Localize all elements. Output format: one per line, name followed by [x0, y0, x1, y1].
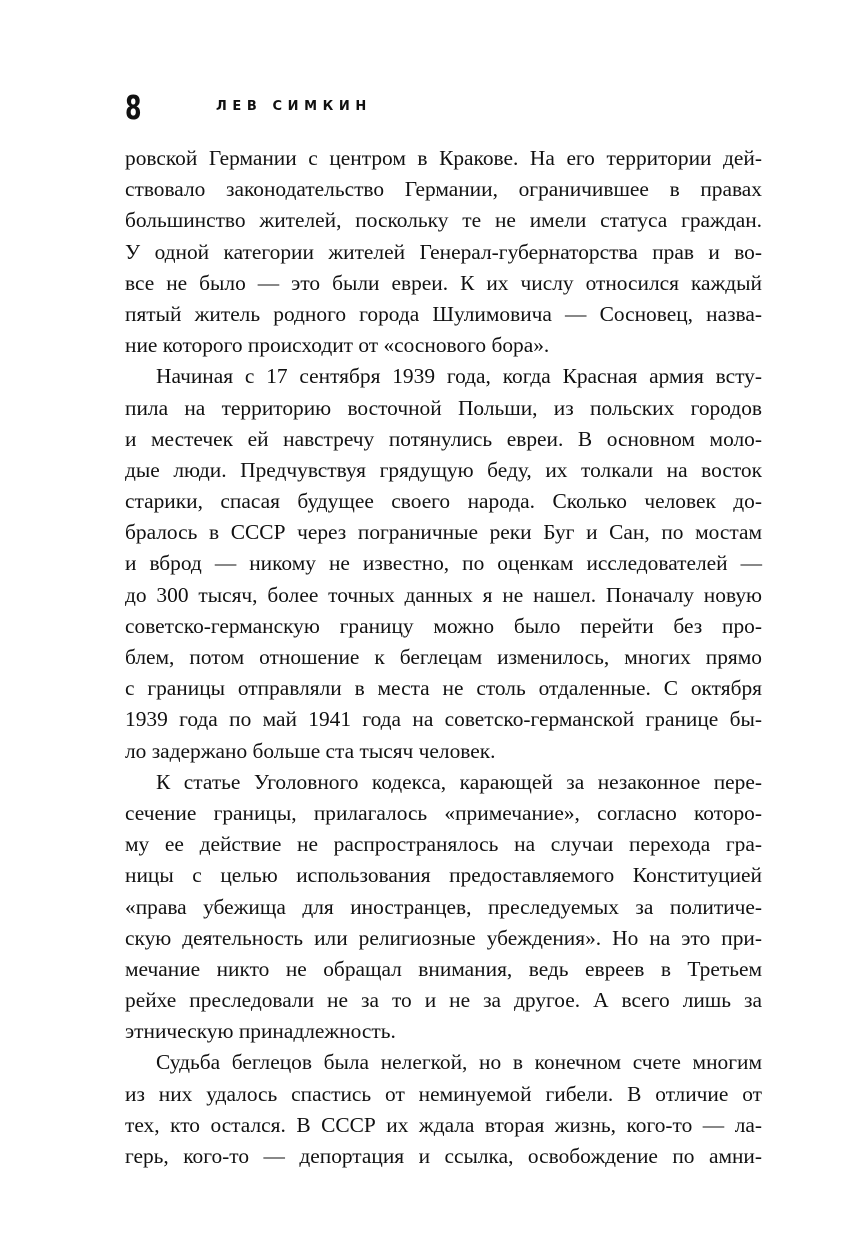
- text-line: ло задержано больше ста тысяч человек.: [125, 738, 496, 763]
- text-line: скую деятельность или религиозные убеждения». Но на это при-: [125, 925, 762, 950]
- paragraph: [125, 1047, 762, 1172]
- text-line: советско-германскую границу можно было перейти без про-: [125, 613, 762, 638]
- text-line: до 300 тысяч, более точных данных я не нашел. Поначалу новую: [125, 582, 762, 607]
- text-line: все не было — это были евреи. К их числу относился каждый: [125, 270, 762, 295]
- text-line: большинство жителей, поскольку те не имели статуса граждан.: [125, 208, 762, 233]
- page-number: 8: [125, 88, 141, 127]
- paragraph: [125, 143, 762, 361]
- text-line: сечение границы, прилагалось «примечание», согласно которо-: [125, 800, 762, 825]
- text-line: К статье Уголовного кодекса, карающей за незаконное пере-: [156, 769, 762, 794]
- text-line: ние которого происходит от «соснового бора».: [125, 333, 550, 358]
- text-line: пила на территорию восточной Польши, из польских городов: [125, 395, 762, 420]
- text-line: с границы отправляли в места не столь отдаленные. С октября: [125, 676, 762, 701]
- text-line: герь, кого-то — депортация и ссылка, освобождение по амни-: [125, 1144, 762, 1168]
- text-line: Судьба беглецов была нелегкой, но в конечном счете многим: [156, 1050, 762, 1075]
- text-line: из них удалось спастись от неминуемой гибели. В отличие от: [125, 1081, 762, 1106]
- paragraph: [125, 361, 762, 766]
- text-line: бралось в СССР через пограничные реки Буг и Сан, по мостам: [125, 520, 762, 545]
- text-line: У одной категории жителей Генерал-губернаторства прав и во-: [125, 239, 762, 264]
- text-line: пятый житель родного города Шулимовича — Сосновец, назва-: [125, 301, 762, 326]
- text-line: и местечек ей навстречу потянулись евреи. В основном моло-: [125, 426, 762, 451]
- text-line: и вброд — никому не известно, по оценкам исследователей —: [125, 551, 762, 576]
- running-head-author: ЛЕВ СИМКИН: [216, 99, 372, 114]
- body-text: [125, 143, 762, 1172]
- text-line: дые люди. Предчувствуя грядущую беду, их толкали на восток: [125, 457, 762, 482]
- text-line: тех, кто остался. В СССР их ждала вторая жизнь, кого-то — ла-: [125, 1112, 762, 1137]
- text-line: му ее действие не распространялось на случаи перехода гра-: [125, 832, 762, 857]
- text-line: ницы с целью использования предоставляемого Конституцией: [125, 863, 762, 888]
- text-line: ствовало законодательство Германии, ограничившее в правах: [125, 177, 762, 202]
- page-header: [120, 88, 760, 128]
- text-line: блем, потом отношение к беглецам изменилось, многих прямо: [125, 645, 762, 669]
- text-line: 1939 года по май 1941 года на советско-германской границе бы-: [125, 707, 762, 732]
- text-line: рейхе преследовали не за то и не за другое. А всего лишь за: [125, 988, 762, 1013]
- text-line: старики, спасая будущее своего народа. Сколько человек до-: [125, 489, 762, 514]
- text-line: «права убежища для иностранцев, преследуемых за политиче-: [125, 894, 762, 919]
- text-line: ровской Германии с центром в Кракове. На его территории дей-: [125, 146, 762, 170]
- text-line: мечание никто не обращал внимания, ведь евреев в Третьем: [125, 956, 762, 981]
- text-line: этническую принадлежность.: [125, 1019, 396, 1044]
- text-line: Начиная с 17 сентября 1939 года, когда Красная армия всту-: [156, 364, 762, 389]
- paragraph: [125, 767, 762, 1048]
